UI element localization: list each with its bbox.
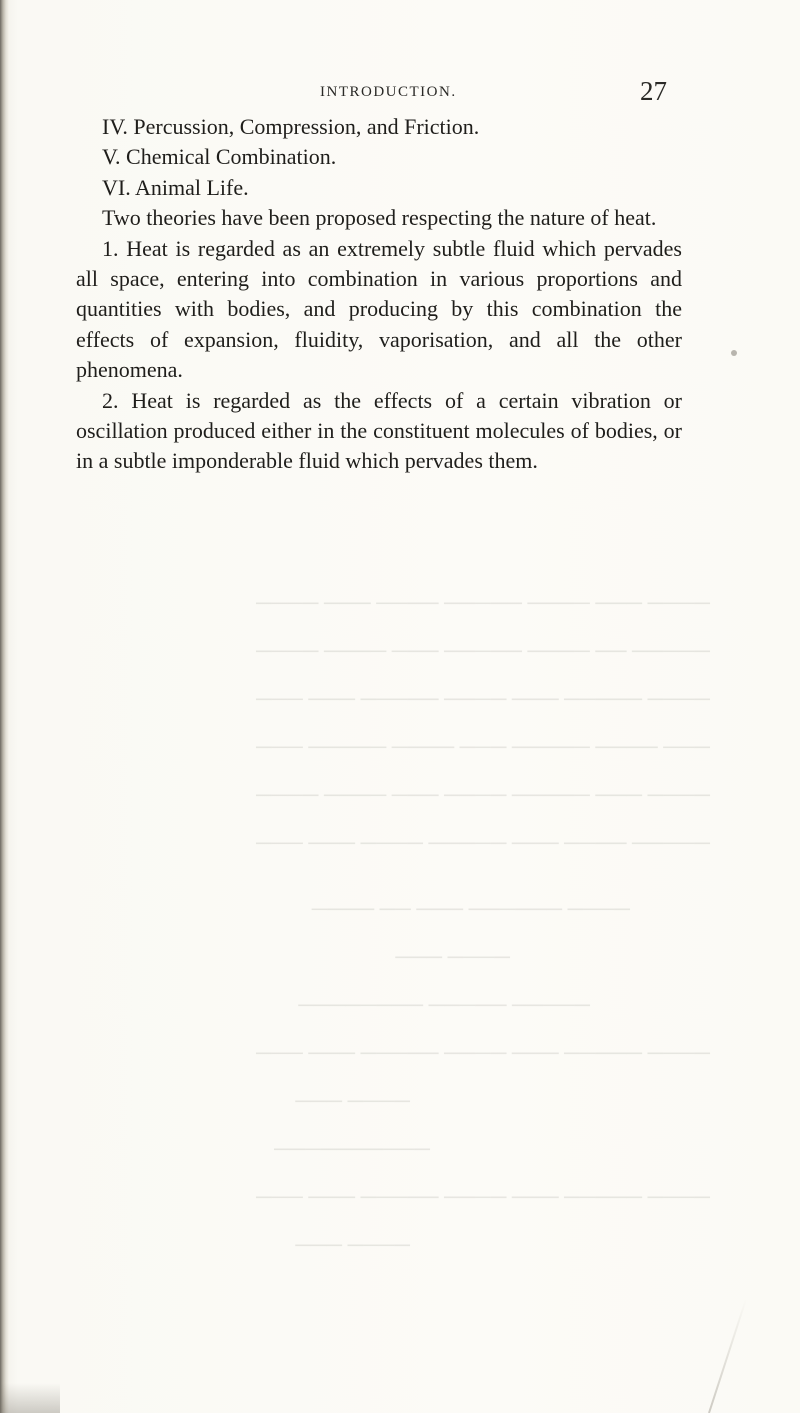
page-crease [708,1299,747,1413]
binding-edge [0,0,9,1413]
paragraph-intro: Two theories have been proposed respecting the nature of heat. [102,205,657,231]
list-item: IV. Percussion, Compression, and Friction. [102,114,480,139]
paragraph-theory-2: 2. Heat is regarded as the effects of a certain vibration or oscillation produced either in the constituent molecules of bodies, or in a subtle imponderable fluid which pervades them. [76,387,682,474]
list-item: VI. Animal Life. [102,174,249,200]
bleed-through-texture: ──── ─── ──── ───── ──── ─── ──── ───── ── ──── ───── ─── ──── ──── ──── ───── ─── ──── ───── ─── ─── ─── ──── ───── ─── ──── ───── ─── ──── ─── ───── ──── ─── ──── ──── ───── ──── ─── ───── ──── ─── ─── ──── ────── ─── ── ──── ──── ─── ───── ───── ──────── ──── ───── ─── ──── ───── ─── ─── ──── ─── ────────── ──── ───── ─── ──── ───── ─── ─── ──── ─── [256,590,710,1257]
page-number: 27 [640,76,667,106]
paragraph-theory-1: 1. Heat is regarded as an extremely subtle fluid which pervades all space, entering into combination in various proportions and quantities with bodies, and producing by this combination the effects of expansion, fluidity, vaporisation, and all the other phenomena. [76,235,682,383]
list-item: V. Chemical Combination. [102,144,337,170]
page-text [76,112,682,477]
bottom-edge-shadow [0,1383,60,1413]
ink-speck [731,350,737,356]
running-title: INTRODUCTION. [320,84,457,100]
